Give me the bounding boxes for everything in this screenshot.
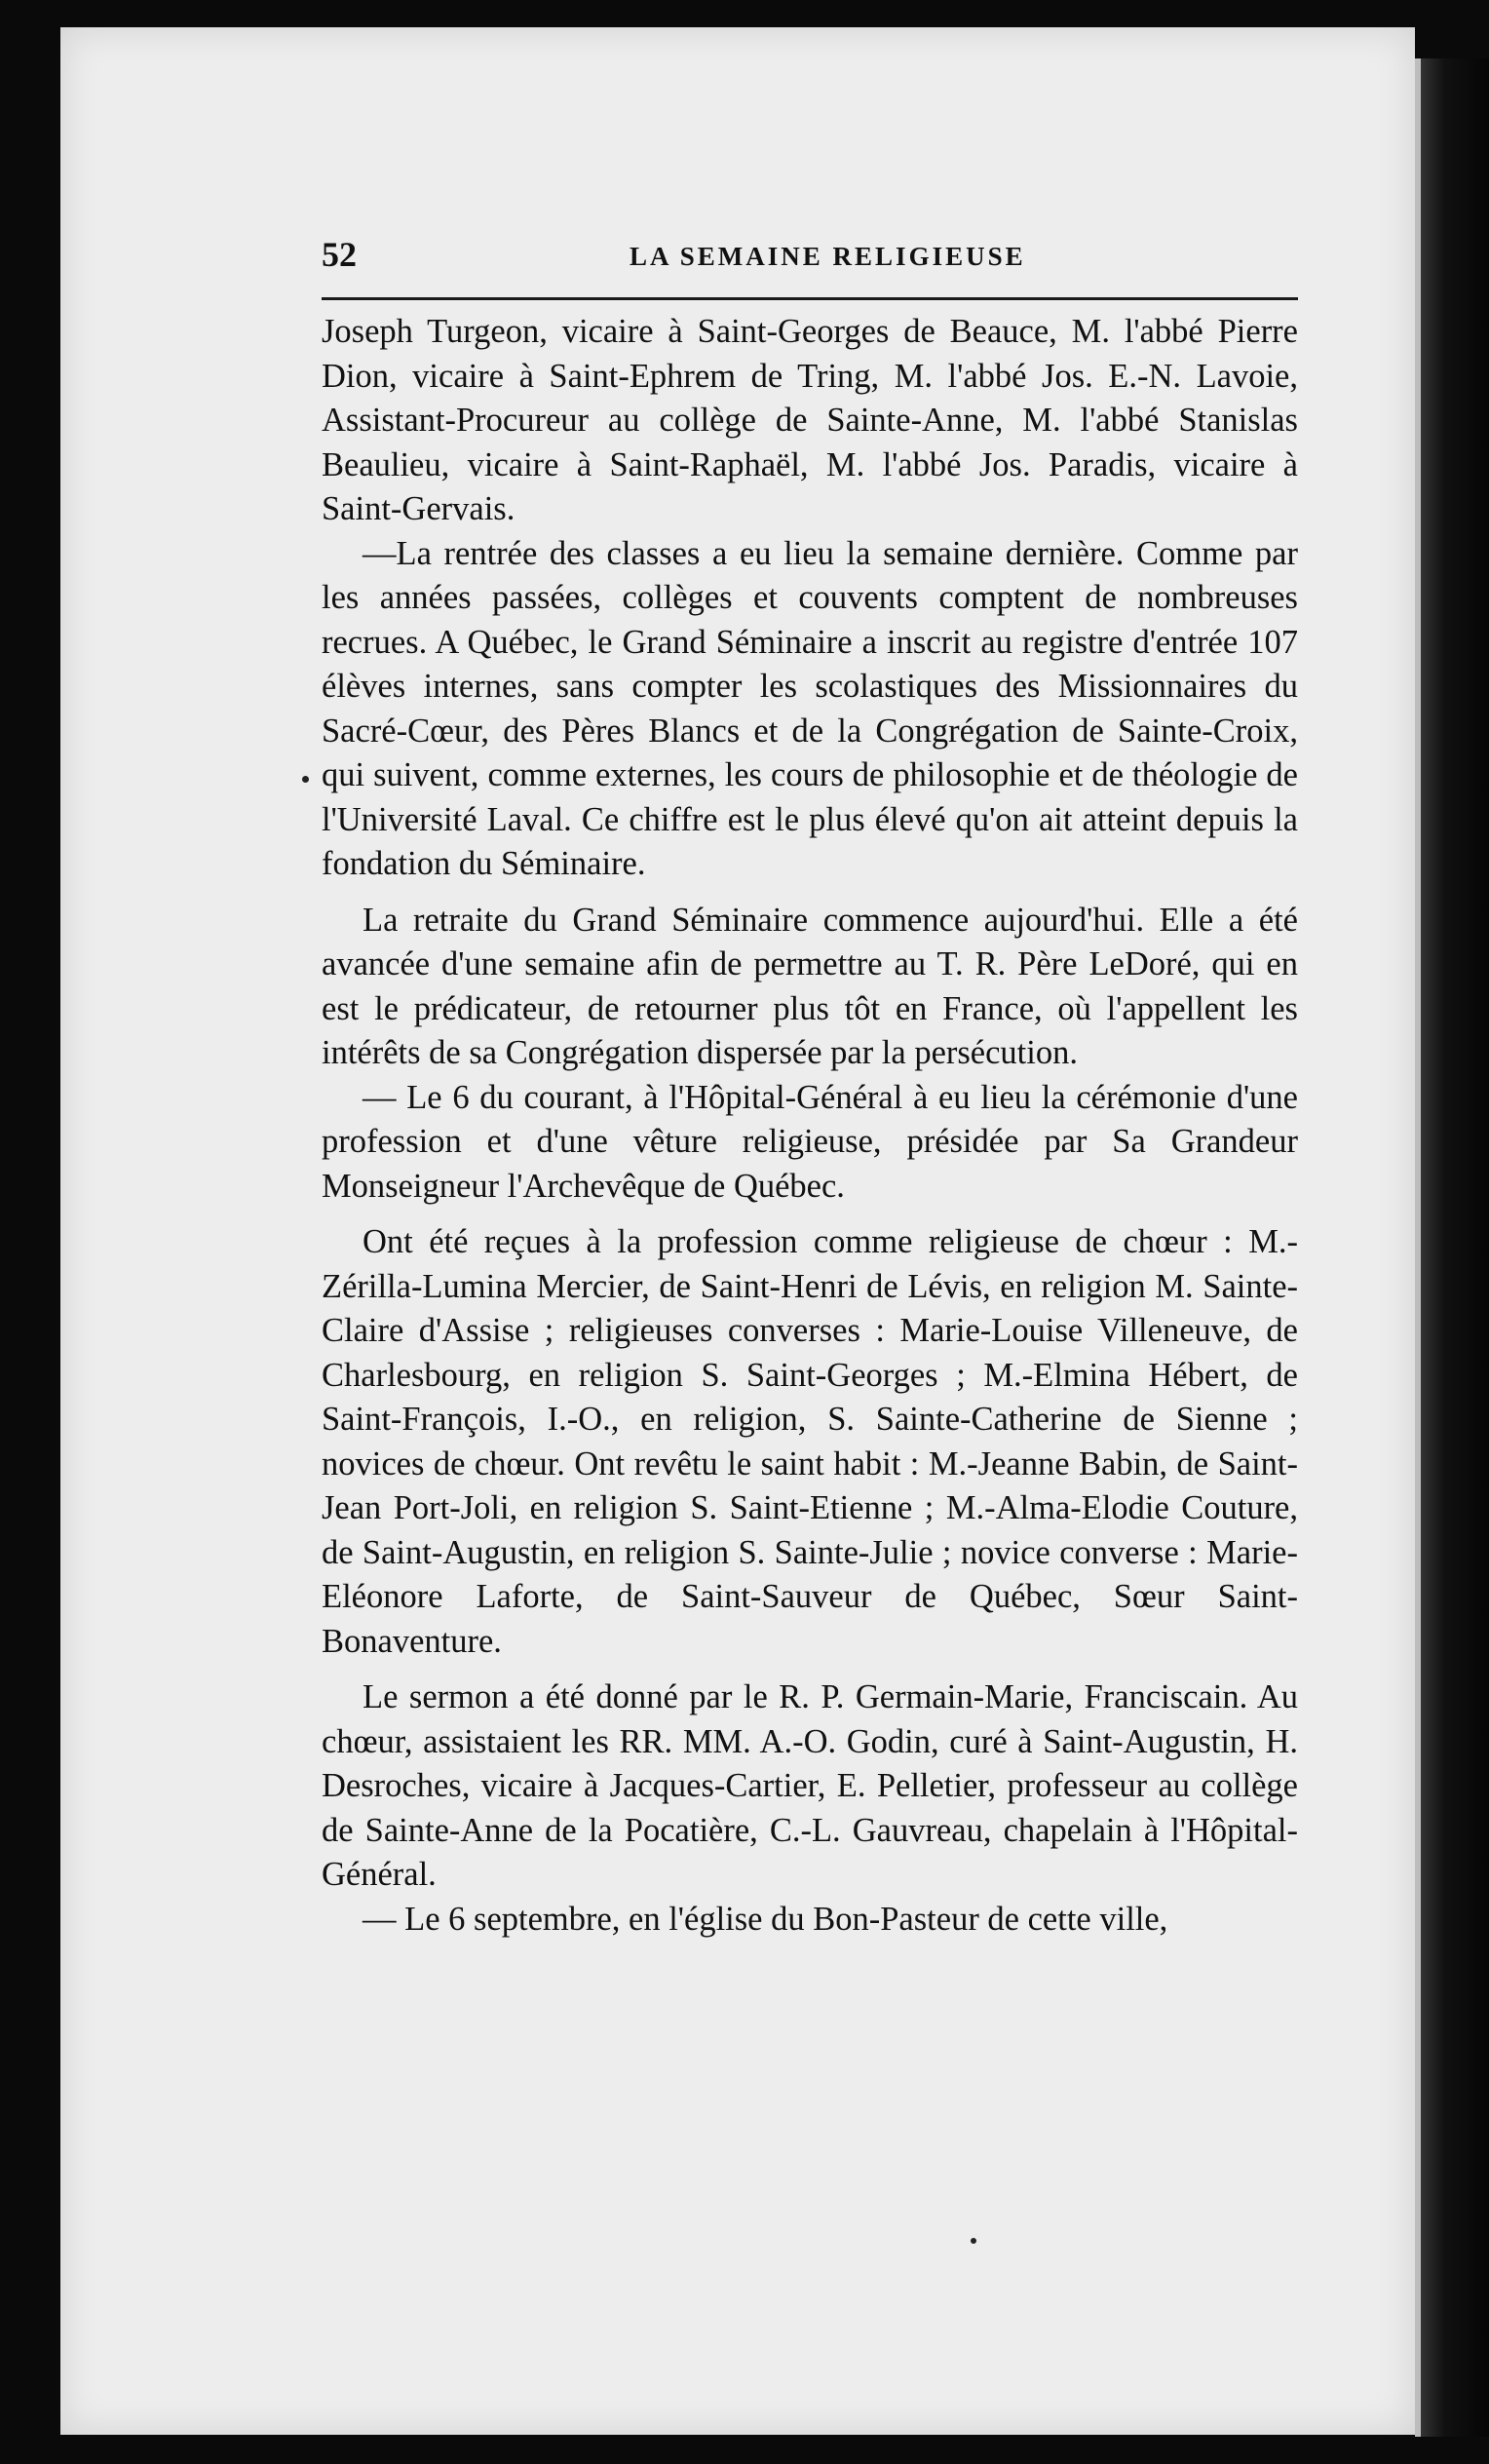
paragraph: La retraite du Grand Séminaire commence aujourd'hui. Elle a été avancée d'une semaine afin de permettre au T. R. Père LeDoré, qui en est le prédicateur, de retourner plus tôt en France, où l'appellent les intérêts de sa Congrégation dispersée par la persécution.: [322, 901, 1298, 1071]
paragraph: Ont été reçues à la profession comme religieuse de chœur : M.-Zérilla-Lumina Mercier, de Saint-Henri de Lévis, en religion M. Sainte-Claire d'Assise ; religieuses converses : Marie-Louise Villeneuve, de Charlesbourg, en religion S. Saint-Georges ; M.-Elmina Hébert, de Saint-François, I.-O., en religion, S. Sainte-Catherine de Sienne ; novices de chœur. Ont revêtu le saint habit : M.-Jeanne Babin, de Saint-Jean Port-Joli, en religion S. Saint-Etienne ; M.-Alma-Elodie Couture, de Saint-Augustin, en religion S. Sainte-Julie ; novice converse : Marie-Eléonore Laforte, de Saint-Sauveur de Québec, Sœur Saint-Bonaventure.: [322, 1223, 1298, 1660]
page-edge-highlight: [1415, 58, 1421, 2437]
print-speck: [971, 2238, 976, 2244]
page-header: [322, 234, 1296, 292]
paragraph: Joseph Turgeon, vicaire à Saint-Georges de Beauce, M. l'abbé Pierre Dion, vicaire à Saint-Ephrem de Tring, M. l'abbé Jos. E.-N. Lavoie, Assistant-Procureur au collège de Sainte-Anne, M. l'abbé Stanislas Beaulieu, vicaire à Saint-Raphaël, M. l'abbé Jos. Paradis, vicaire à Saint-Gervais.: [322, 313, 1298, 527]
header-rule: [322, 297, 1298, 300]
article-body: [322, 310, 1298, 1942]
paragraph: — Le 6 septembre, en l'église du Bon-Pasteur de cette ville,: [363, 1900, 1168, 1938]
book-spine-edge: [1415, 58, 1489, 2437]
paragraph: — Le 6 du courant, à l'Hôpital-Général à eu lieu la cérémonie d'une profession et d'une vêture religieuse, présidée par Sa Grandeur Monseigneur l'Archevêque de Québec.: [322, 1078, 1298, 1205]
paragraph: Le sermon a été donné par le R. P. Germain-Marie, Franciscain. Au chœur, assistaient les RR. MM. A.-O. Godin, curé à Saint-Augustin, H. Desroches, vicaire à Jacques-Cartier, E. Pelletier, professeur au collège de Sainte-Anne de la Pocatière, C.-L. Gauvreau, chapelain à l'Hôpital-Général.: [322, 1678, 1298, 1893]
page-number: 52: [322, 235, 357, 274]
running-title: LA SEMAINE RELIGIEUSE: [630, 242, 1026, 271]
print-speck: [302, 776, 309, 783]
paragraph: —La rentrée des classes a eu lieu la semaine dernière. Comme par les années passées, collèges et couvents comptent de nombreuses recrues. A Québec, le Grand Séminaire a inscrit au registre d'entrée 107 élèves internes, sans compter les scolastiques des Missionnaires du Sacré-Cœur, des Pères Blancs et de la Congrégation de Sainte-Croix, qui suivent, comme externes, les cours de philosophie et de théologie de l'Université Laval. Ce chiffre est le plus élevé qu'on ait atteint depuis la fondation du Séminaire.: [322, 534, 1298, 882]
